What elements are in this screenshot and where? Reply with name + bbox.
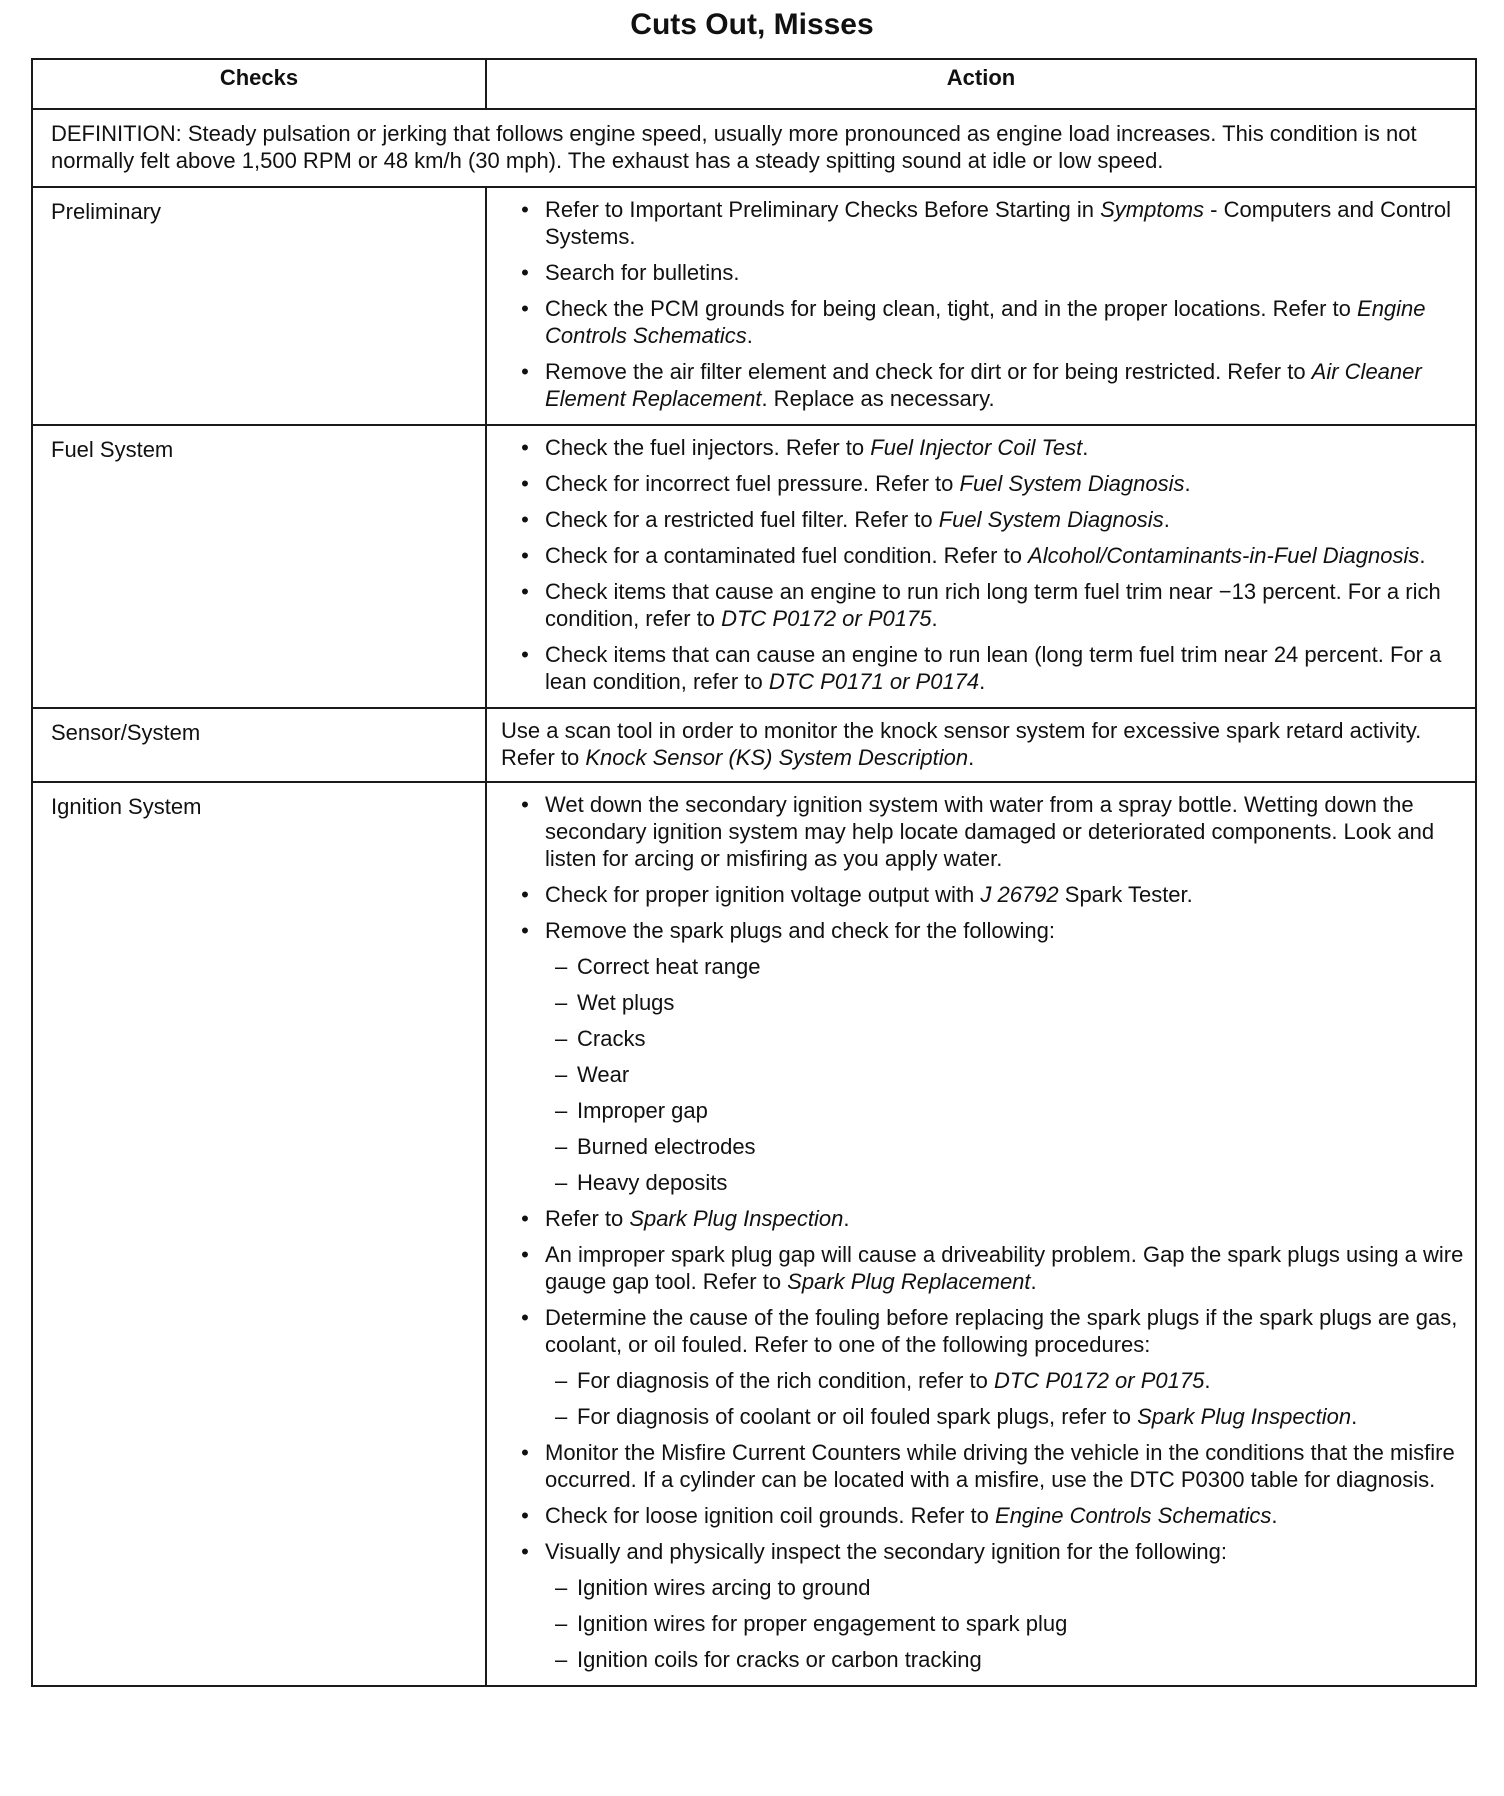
sub-list [545,1367,1465,1430]
dash-icon: – [555,1026,568,1051]
reference-link: DTC P0171 or P0174 [768,669,980,694]
reference-link: Fuel Injector Coil Test [870,435,1083,460]
sub-item-text: Wear [577,1062,630,1087]
sub-item [545,1133,1465,1160]
reference-link: Spark Plug Inspection [1137,1404,1352,1429]
sub-item [545,953,1465,980]
action-text: Use a scan tool in order to monitor the knock sensor system for excessive spark retard activity. Refer to [501,718,1422,770]
bullet-icon: • [521,507,529,532]
action-text: Check for a restricted fuel filter. Refer to [545,507,939,532]
sub-item-text: Wet plugs [577,990,675,1015]
action-text: Check the PCM grounds for being clean, tight, and in the proper locations. Refer to [545,296,1358,321]
sub-item [545,1061,1465,1088]
sub-item-text: . [1204,1368,1211,1393]
dash-icon: – [555,1575,568,1600]
action-cell-sensor-system [486,708,1476,782]
bullet-icon: • [521,296,529,321]
action-item [513,1538,1465,1673]
sub-item [545,1367,1465,1394]
action-item [513,641,1465,695]
action-item [513,1304,1465,1430]
action-text: Check for a contaminated fuel condition. Refer to [545,543,1029,568]
bullet-icon: • [521,197,529,222]
dash-icon: – [555,1098,568,1123]
action-text: Refer to Important Preliminary Checks Before Starting in [545,197,1101,222]
action-list [513,196,1465,412]
action-cell-ignition-system [486,782,1476,1686]
sub-item-text: Burned electrodes [577,1134,756,1159]
action-text: . [931,606,938,631]
action-text: . [1184,471,1191,496]
sub-item-text: Cracks [577,1026,646,1051]
bullet-icon: • [521,1539,529,1564]
sub-item-text: Ignition coils for cracks or carbon tracking [577,1647,982,1672]
action-list [513,434,1465,695]
action-text: Spark Tester. [1058,882,1193,907]
reference-link: Spark Plug Replacement [787,1269,1031,1294]
sub-item [545,1097,1465,1124]
action-item [513,259,1465,286]
check-label-sensor-system: Sensor/System [32,708,486,782]
action-item [513,358,1465,412]
bullet-icon: • [521,792,529,817]
action-text: . [843,1206,850,1231]
sub-item-text: Improper gap [577,1098,708,1123]
action-text: Determine the cause of the fouling before replacing the spark plugs if the spark plugs are gas, coolant, or oil fouled. Refer to one of the following procedures: [545,1305,1458,1357]
action-text: Check the fuel injectors. Refer to [545,435,871,460]
reference-link: DTC P0172 or P0175 [994,1368,1205,1393]
bullet-icon: • [521,1440,529,1465]
sub-item-text: Ignition wires arcing to ground [577,1575,871,1600]
action-text: Wet down the secondary ignition system with water from a spray bottle. Wetting down the secondary ignition system may help locate damaged or deteriorated components. Look and listen for arcing or misfiring as you apply water. [545,792,1435,871]
dash-icon: – [555,1170,568,1195]
dash-icon: – [555,954,568,979]
action-cell-fuel-system [486,425,1476,708]
action-text: . [746,323,753,348]
dash-icon: – [555,990,568,1015]
reference-link: Knock Sensor (KS) System Description [585,745,969,770]
action-item [513,1502,1465,1529]
action-text: Check for proper ignition voltage output with [545,882,981,907]
sub-item [545,989,1465,1016]
action-text: . [1163,507,1170,532]
bullet-icon: • [521,579,529,604]
reference-link: Engine Controls Schematics [995,1503,1272,1528]
action-text: Monitor the Misfire Current Counters while driving the vehicle in the conditions that the misfire occurred. If a cylinder can be located with a misfire, use the DTC P0300 table for diagnosis. [545,1440,1455,1492]
bullet-icon: • [521,471,529,496]
check-label-preliminary: Preliminary [32,187,486,425]
reference-link: Symptoms [1100,197,1205,222]
action-text: Remove the spark plugs and check for the following: [545,918,1055,943]
reference-link: J 26792 [980,882,1059,907]
sub-item [545,1025,1465,1052]
reference-link: Fuel System Diagnosis [959,471,1185,496]
bullet-icon: • [521,918,529,943]
bullet-icon: • [521,260,529,285]
check-label-ignition-system: Ignition System [32,782,486,1686]
sub-item-text: Correct heat range [577,954,761,979]
action-text: - Computers and Control Systems. [545,197,1452,249]
table-row-ignition-system [32,782,1476,1686]
action-text: . [1271,1503,1278,1528]
sub-item-text: Ignition wires for proper engagement to spark plug [577,1611,1068,1636]
action-item [513,1241,1465,1295]
reference-link: Alcohol/Contaminants-in-Fuel Diagnosis [1028,543,1420,568]
action-item [513,881,1465,908]
action-text: Check items that cause an engine to run rich long term fuel trim near −13 percent. For a rich condition, refer to [545,579,1441,631]
reference-link: Spark Plug Inspection [629,1206,844,1231]
action-text: . [1419,543,1426,568]
action-text: . [968,745,975,770]
definition-row [32,109,1476,187]
sub-item-text: . [1351,1404,1358,1429]
bullet-icon: • [521,642,529,667]
sub-item [545,1403,1465,1430]
action-item [513,578,1465,632]
sub-list [545,953,1465,1196]
action-item [513,1205,1465,1232]
reference-link: DTC P0172 or P0175 [721,606,932,631]
sub-list [545,1574,1465,1673]
table-row-preliminary [32,187,1476,425]
dash-icon: – [555,1368,568,1393]
page-title: Cuts Out, Misses [630,8,874,41]
action-item [513,1439,1465,1493]
reference-link: Fuel System Diagnosis [938,507,1164,532]
action-text: Refer to [545,1206,630,1231]
dash-icon: – [555,1134,568,1159]
action-text: . [1030,1269,1037,1294]
sub-item [545,1610,1465,1637]
table-row-sensor-system [32,708,1476,782]
action-text: . [1082,435,1089,460]
action-item [513,917,1465,1196]
table-row-fuel-system [32,425,1476,708]
action-text: Check items that can cause an engine to run lean (long term fuel trim near 24 percent. For a lean condition, refer to [545,642,1442,694]
dash-icon: – [555,1647,568,1672]
bullet-icon: • [521,1206,529,1231]
dash-icon: – [555,1611,568,1636]
bullet-icon: • [521,543,529,568]
action-item [513,434,1465,461]
action-text: Check for loose ignition coil grounds. Refer to [545,1503,996,1528]
action-text: Visually and physically inspect the secondary ignition for the following: [545,1539,1227,1564]
sub-item-text: Heavy deposits [577,1170,728,1195]
checks-column-header: Checks [32,59,486,109]
bullet-icon: • [521,1242,529,1267]
check-label-fuel-system: Fuel System [32,425,486,708]
bullet-icon: • [521,1305,529,1330]
action-item [513,295,1465,349]
action-item [513,470,1465,497]
action-text: An improper spark plug gap will cause a driveability problem. Gap the spark plugs using a wire gauge gap tool. Refer to [545,1242,1464,1294]
reference-link: Engine Controls Schematics [545,296,1426,348]
bullet-icon: • [521,882,529,907]
diagnostic-table-container [31,58,1475,1687]
action-text: . Replace as necessary. [761,386,995,411]
action-text: Search for bulletins. [545,260,740,285]
reference-link: Air Cleaner Element Replacement [545,359,1422,411]
action-item [513,542,1465,569]
action-column-header: Action [486,59,1476,109]
dash-icon: – [555,1062,568,1087]
action-text: . [979,669,986,694]
action-list [513,791,1465,1673]
action-text: Check for incorrect fuel pressure. Refer to [545,471,960,496]
definition-text: DEFINITION: Steady pulsation or jerking that follows engine speed, usually more pronounced as engine load increases. This condition is not normally felt above 1,500 RPM or 48 km/h (30 mph). The exhaust has a steady spitting sound at idle or low speed. [32,109,1476,187]
sub-item [545,1169,1465,1196]
dash-icon: – [555,1404,568,1429]
sub-item [545,1574,1465,1601]
bullet-icon: • [521,1503,529,1528]
sub-item-text: For diagnosis of the rich condition, refer to [577,1368,994,1393]
table-header-row [32,59,1476,109]
sub-item-text: For diagnosis of coolant or oil fouled spark plugs, refer to [577,1404,1138,1429]
bullet-icon: • [521,359,529,384]
diagnostic-table [31,58,1477,1687]
action-text: Remove the air filter element and check for dirt or for being restricted. Refer to [545,359,1312,384]
bullet-icon: • [521,435,529,460]
action-cell-preliminary [486,187,1476,425]
sub-item [545,1646,1465,1673]
action-item [513,791,1465,872]
action-item [513,196,1465,250]
action-item [513,506,1465,533]
